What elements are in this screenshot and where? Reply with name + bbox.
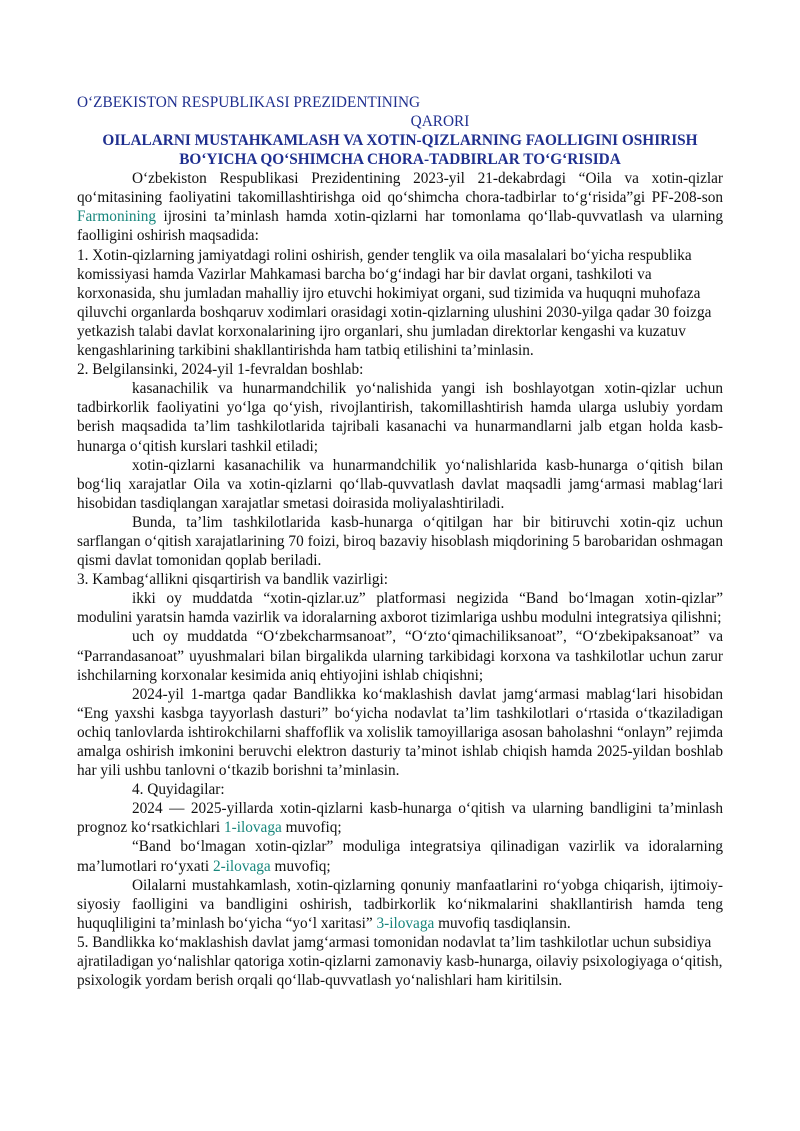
issuer-line: O‘ZBEKISTON RESPUBLIKASI PREZIDENTINING	[77, 94, 421, 111]
clause-4c-end: muvofiq tasdiqlansin.	[434, 914, 571, 932]
document-title-line-2: BO‘YICHA QO‘SHIMCHA CHORA-TADBIRLAR TO‘G‘RISIDA	[179, 151, 621, 169]
clause-3-heading: 3. Kambag‘allikni qisqartirish va bandlik vazirligi:	[77, 571, 388, 589]
clause-4c-text: Oilalarni mustahkamlash, xotin-qizlarning qonuniy manfaatlarini ro‘yobga chiqarish, ijtimoiy-siyosiy faolligini va bandligini oshirish, tadbirkorlik ko‘nikmalarini shakllantirish hamda teng huquqliligini ta’minlash bo‘yicha “yo‘l xaritasi”	[77, 876, 723, 932]
clause-5: 5. Bandlikka ko‘maklashish davlat jamg‘armasi tomonidan nodavlat ta’lim tashkilotlar uchun subsidiya ajratiladigan yo‘nalishlar qatoriga xotin-qizlarni zamonaviy kasb-hunarga, oilaviy psixologiyaga o‘qitish, psixologik yordam berish orqali qo‘llab-quvvatlash yo‘nalishlari ham kiritilsin.	[77, 933, 723, 990]
preamble-text-end: ijrosini ta’minlash hamda xotin-qizlarni har tomonlama qo‘llab-quvvatlash va ularning faolligini oshirish maqsadida:	[77, 208, 723, 245]
clause-2-item-a: kasanachilik va hunarmandchilik yo‘nalishida yangi ish boshlayotgan xotin-qizlar uchun tadbirkorlik faoliyatini yo‘lga qo‘yish, rivojlantirish, takomillashtirish hamda ularga uslubiy yordam berish maqsadida ta’lim tashkilotlarida tajribali kasanachi va hunarmandlarni jalb etgan holda kasb-hunarga o‘qitish kurslari tashkil etiladi;	[77, 380, 723, 455]
clause-4a-text: 2024 — 2025-yillarda xotin-qizlarni kasb-hunarga o‘qitish va ularning bandligini ta’minlash prognoz ko‘rsatkichlari	[77, 800, 723, 837]
decree-link[interactable]: Farmonining	[77, 208, 157, 226]
clause-2-item-c: Bunda, ta’lim tashkilotlarida kasb-hunarga o‘qitilgan har bir bitiruvchi xotin-qiz uchun sarflangan o‘qitish xarajatlarining 70 foizi, biroq bazaviy hisoblash miqdorining 5 barobaridan oshmagan qismi davlat tomonidan qoplab beriladi.	[77, 513, 723, 570]
clause-3-item-c: 2024-yil 1-martga qadar Bandlikka ko‘maklashish davlat jamg‘armasi mablag‘lari hisobidan “Eng yaxshi kasbga tayyorlash dasturi” bo‘yicha nodavlat ta’lim tashkilotlari o‘rtasida o‘tkaziladigan ochiq tanlovlarda ishtirokchilarni shaffoflik va xolislik tamoyillariga asosan baholashni “onlayn” rejimda amalga oshirish imkonini beruvchi elektron dasturiy ta’minot ishlab chiqish hamda 2025-yildan boshlab har yili ushbu tanlovni o‘tkazib borishni ta’minlasin.	[77, 685, 723, 780]
annex-1-link[interactable]: 1-ilovaga	[223, 819, 282, 837]
preamble-paragraph	[77, 169, 723, 245]
preamble-text-start: O‘zbekiston Respublikasi Prezidentining 2023-yil 21-dekabrdagi “Oila va xotin-qizlar qo‘mitasining faoliyatini takomillashtirishga oid qo‘shimcha chora-tadbirlar to‘g‘risida”gi PF-208-son	[77, 170, 723, 207]
clause-4b-end: muvofiq;	[270, 857, 331, 875]
clause-4a-end: muvofiq;	[281, 819, 342, 837]
annex-3-link[interactable]: 3-ilovaga	[376, 914, 435, 932]
document-type-line: QARORI	[410, 113, 470, 130]
clause-4-heading: 4. Quyidagilar:	[132, 781, 225, 799]
clause-3-item-a: ikki oy muddatda “xotin-qizlar.uz” platformasi negizida “Band bo‘lmagan xotin-qizlar” modulini yaratsin hamda vazirlik va idoralarning axborot tizimlariga ushbu modulni integratsiya qilishni;	[77, 590, 723, 627]
clause-4-item-b	[77, 837, 723, 875]
clause-4b-text: “Band bo‘lmagan xotin-qizlar” moduliga integratsiya qilinadigan vazirlik va idoralarning ma’lumotlari ro‘yxati	[77, 838, 723, 875]
document-title-line-1: OILALARNI MUSTAHKAMLASH VA XOTIN-QIZLARNING FAOLLIGINI OSHIRISH	[102, 132, 698, 149]
clause-4-item-c	[77, 876, 723, 933]
clause-2-item-b: xotin-qizlarni kasanachilik va hunarmandchilik yo‘nalishlarida kasb-hunarga o‘qitish bilan bog‘liq xarajatlar Oila va xotin-qizlarni qo‘llab-quvvatlash davlat maqsadli jamg‘armasi mablag‘lari hisobidan tasdiqlangan xarajatlar smetasi doirasida moliyalashtiriladi.	[77, 456, 723, 512]
document-page	[77, 93, 723, 990]
clause-3-item-b: uch oy muddatda “O‘zbekcharmsanoat”, “O‘zto‘qimachiliksanoat”, “O‘zbekipaksanoat” va “Parrandasanoat” uyushmalari bilan birgalikda ularning tarkibidagi korxona va tashkilotlar uchun zarur ishchilarning korxonalar kesimida aniq ehtiyojini ishlab chiqishni;	[77, 628, 723, 684]
document-title	[77, 131, 723, 169]
clause-2-heading: 2. Belgilansinki, 2024-yil 1-fevraldan boshlab:	[77, 361, 364, 379]
clause-1: 1. Xotin-qizlarning jamiyatdagi rolini oshirish, gender tenglik va oila masalalari bo‘yicha respublika komissiyasi hamda Vazirlar Mahkamasi barcha bo‘g‘indagi har bir davlat organi, tashkiloti va korxonasida, shu jumladan mahalliy ijro etuvchi hokimiyat organi, sud tizimida va huquqni muhofaza qiluvchi organlarda boshqaruv xodimlari orasidagi xotin-qizlarning ulushini 2030-yilga qadar 30 foizga yetkazish talabi davlat korxonalarining ijro organlari, shu jumladan direktorlar kengashi va kuzatuv kengashlarining tarkibini shakllantirishda ham tatbiq etilishini ta’minlasin.	[77, 246, 712, 360]
clause-4-item-a	[77, 799, 723, 837]
annex-2-link[interactable]: 2-ilovaga	[212, 857, 271, 875]
